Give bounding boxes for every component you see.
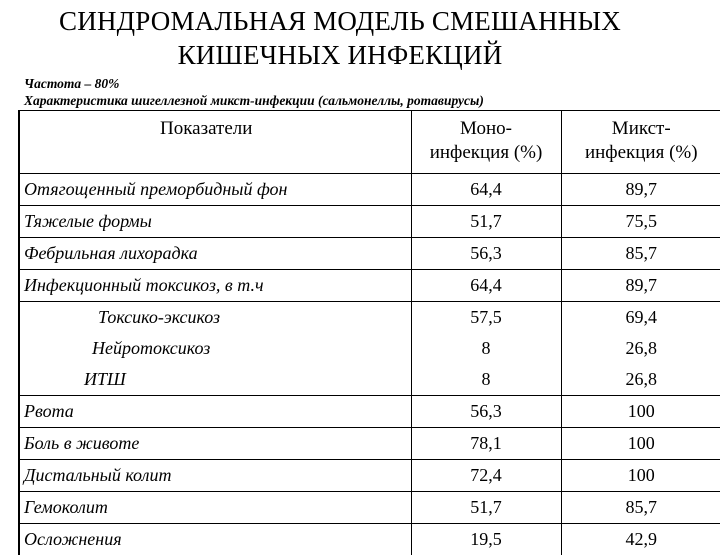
- row-mono: 64,4: [411, 174, 561, 206]
- table-header-row: [19, 111, 720, 174]
- row-mixed: 75,5: [561, 206, 720, 238]
- table-row: [19, 364, 720, 396]
- row-mono: 51,7: [411, 492, 561, 524]
- table-row: [19, 206, 720, 238]
- row-label: Рвота: [19, 396, 411, 428]
- row-label: Тяжелые формы: [19, 206, 411, 238]
- row-mono: 56,3: [411, 238, 561, 270]
- row-label: Фебрильная лихорадка: [19, 238, 411, 270]
- table-row: [19, 524, 720, 555]
- characteristic-note: Характеристика шигеллезной микст-инфекции (сальмонеллы, ротавирусы): [24, 93, 484, 109]
- row-label: Гемоколит: [19, 492, 411, 524]
- row-mixed: 100: [561, 428, 720, 460]
- row-mixed: 85,7: [561, 492, 720, 524]
- header-mixed: Микст- инфекция (%): [561, 111, 720, 174]
- row-mixed: 26,8: [561, 364, 720, 396]
- row-mixed: 89,7: [561, 174, 720, 206]
- row-label: Нейротоксикоз: [19, 333, 411, 364]
- row-label: Инфекционный токсикоз, в т.ч: [19, 270, 411, 302]
- row-mixed: 100: [561, 396, 720, 428]
- frequency-note: Частота – 80%: [24, 76, 119, 92]
- table-row: [19, 333, 720, 364]
- table-row: [19, 460, 720, 492]
- table-row: [19, 270, 720, 302]
- row-mixed: 85,7: [561, 238, 720, 270]
- title-line-2: КИШЕЧНЫХ ИНФЕКЦИЙ: [0, 38, 680, 72]
- header-indicator: Показатели: [19, 111, 411, 174]
- row-label: Боль в животе: [19, 428, 411, 460]
- header-mono: Моно- инфекция (%): [411, 111, 561, 174]
- row-mixed: 69,4: [561, 302, 720, 334]
- row-label: Отягощенный преморбидный фон: [19, 174, 411, 206]
- row-label: Дистальный колит: [19, 460, 411, 492]
- row-mono: 8: [411, 364, 561, 396]
- row-label: Осложнения: [19, 524, 411, 555]
- page-title: [0, 4, 680, 72]
- table-row: [19, 238, 720, 270]
- row-mono: 57,5: [411, 302, 561, 334]
- infection-table: [18, 110, 720, 555]
- table-row: [19, 428, 720, 460]
- row-mono: 51,7: [411, 206, 561, 238]
- row-label: ИТШ: [19, 364, 411, 396]
- title-line-1: СИНДРОМАЛЬНАЯ МОДЕЛЬ СМЕШАННЫХ: [0, 4, 680, 38]
- table-row: [19, 174, 720, 206]
- row-mixed: 26,8: [561, 333, 720, 364]
- row-mono: 19,5: [411, 524, 561, 555]
- row-mono: 78,1: [411, 428, 561, 460]
- row-mono: 64,4: [411, 270, 561, 302]
- table-row: [19, 302, 720, 334]
- row-mono: 8: [411, 333, 561, 364]
- row-mono: 72,4: [411, 460, 561, 492]
- table-row: [19, 492, 720, 524]
- row-label: Токсико-эксикоз: [19, 302, 411, 334]
- table-row: [19, 396, 720, 428]
- row-mixed: 42,9: [561, 524, 720, 555]
- row-mixed: 100: [561, 460, 720, 492]
- row-mixed: 89,7: [561, 270, 720, 302]
- row-mono: 56,3: [411, 396, 561, 428]
